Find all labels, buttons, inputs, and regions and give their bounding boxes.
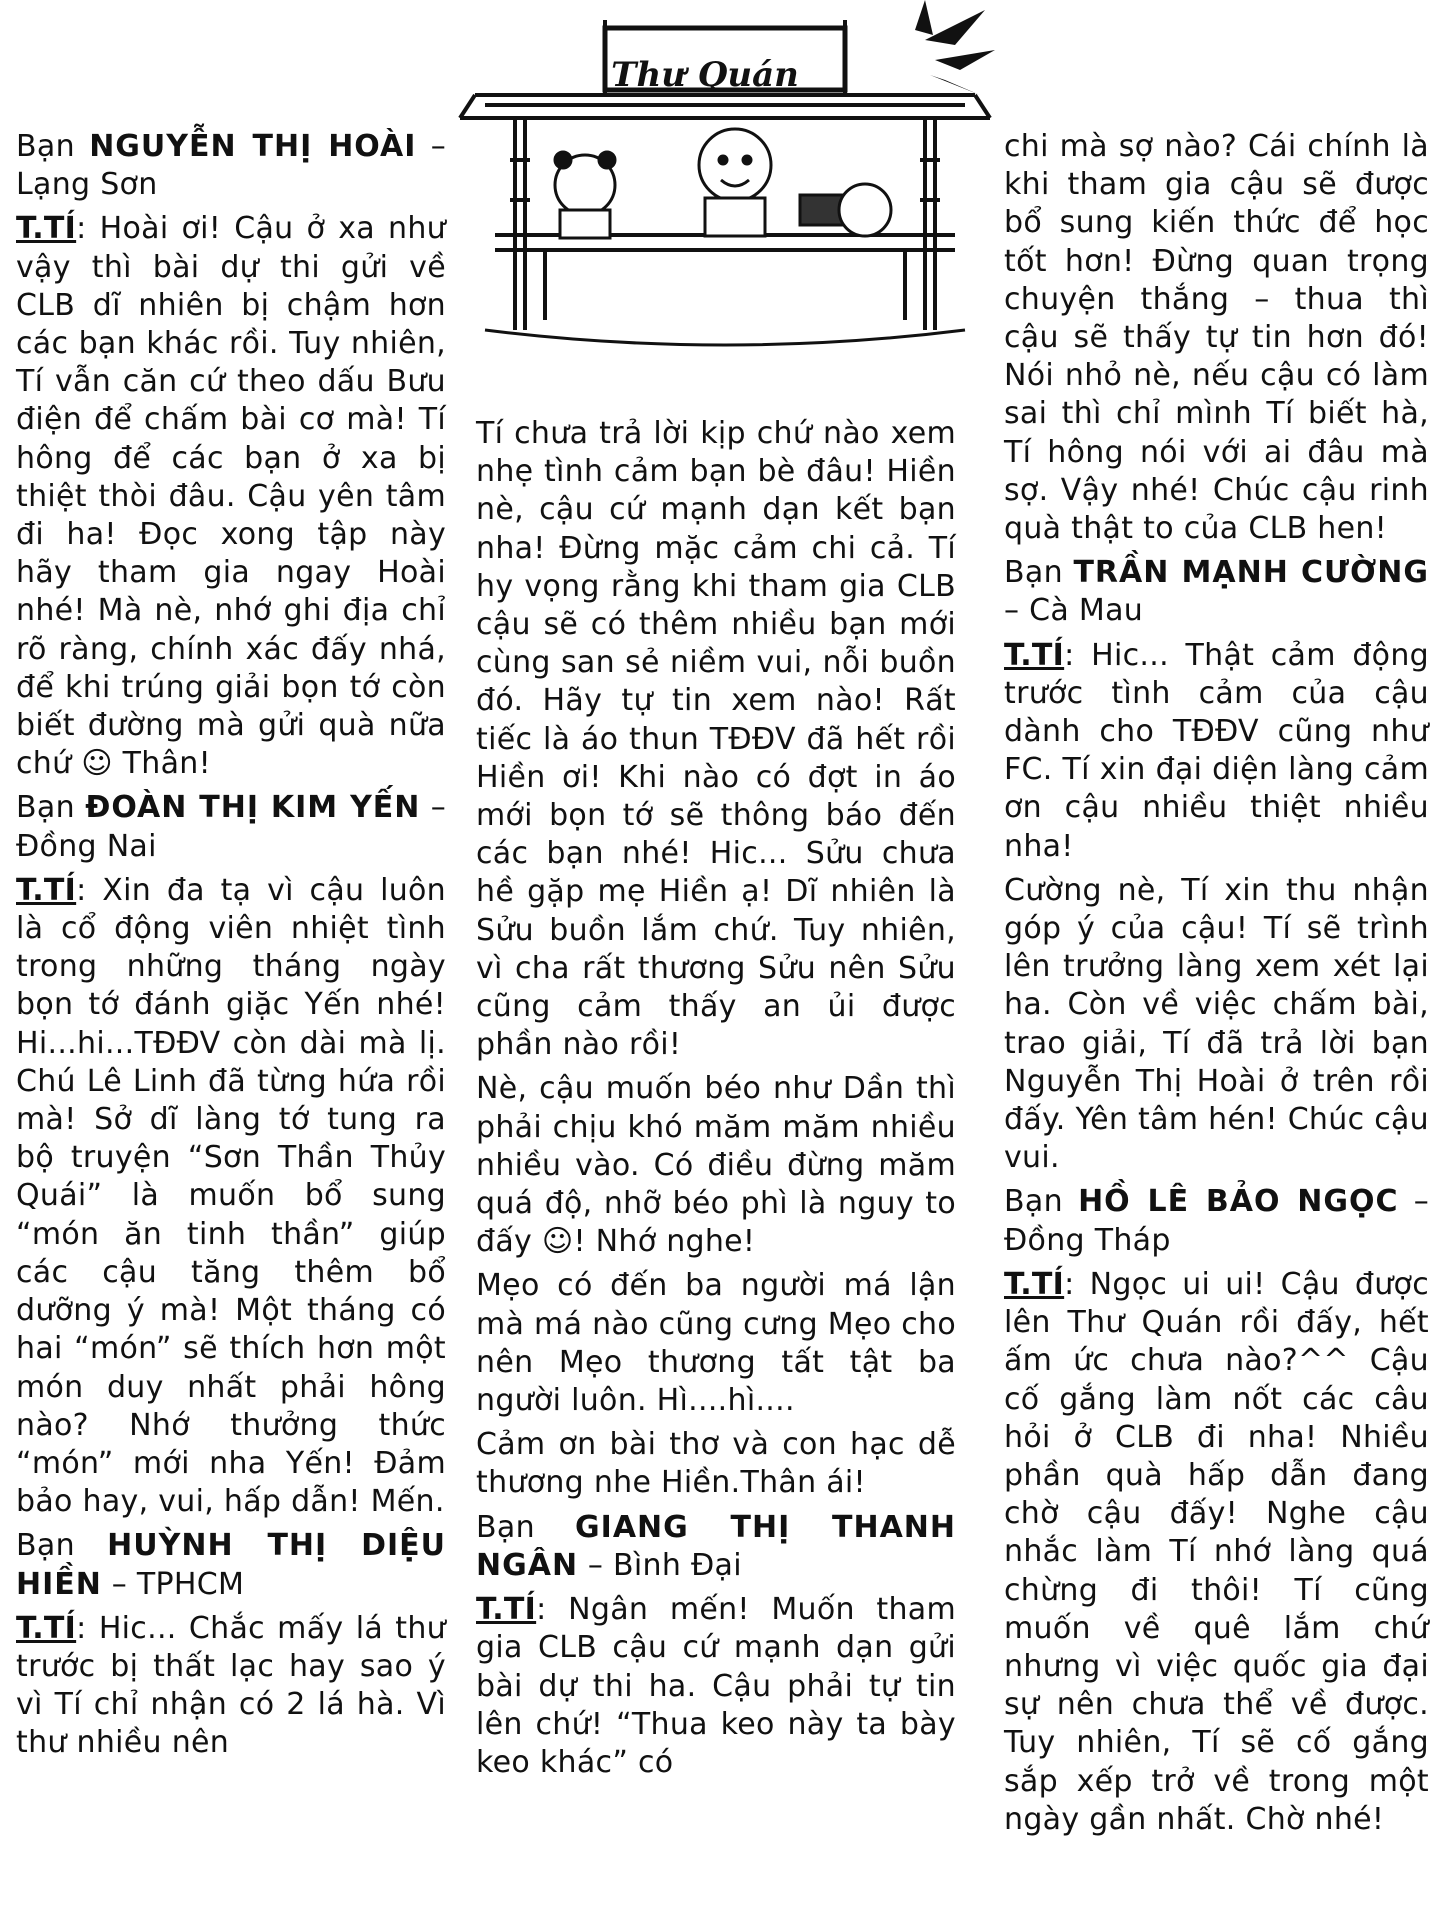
reader-name: ĐOÀN THỊ KIM YẾN <box>85 790 421 826</box>
reader-prefix: Bạn <box>1004 555 1074 591</box>
reply-paragraph <box>1004 1266 1429 1839</box>
reply-tag: T.TÍ <box>16 211 77 247</box>
reader-prefix: Bạn <box>16 790 86 826</box>
reply-text: : Xin đa tạ vì cậu luôn là cổ động viên nhiệt tình trong những tháng ngày bọn tớ đánh giặc Yến nhé! Hi...hi...TĐĐV còn dài mà lị. Chú Lê Linh đã từng hứa rồi mà! Sở dĩ làng tớ tung ra bộ truyện “Sơn Thần Thủy Quái” là muốn bổ sung “món ăn tinh thần” giúp các cậu tăng thêm bổ dưỡng ý mà! Một tháng có hai “món” sẽ thích hơn một món duy nhất phải hông nào? Nhớ thưởng thức “món” mới nha Yến! Đảm bảo hay, vui, hấp dẫn! Mến. <box>16 872 446 1520</box>
reader-name: NGUYỄN THỊ HOÀI <box>89 129 417 164</box>
reply-tag: T.TÍ <box>16 872 77 908</box>
reply-text: : Ngân mến! Muốn tham gia CLB cậu cứ mạnh dạn gửi bài dự thi ha. Cậu phải tự tin lên chứ! “Thua keo này ta bày keo khác” có <box>476 1592 956 1780</box>
reply-tag: T.TÍ <box>1004 637 1065 673</box>
reader-heading <box>1004 1183 1429 1259</box>
reader-place: – Lạng Sơn <box>16 129 447 203</box>
reader-place: – Đồng Tháp <box>1004 1184 1430 1258</box>
column-1 <box>16 128 446 1769</box>
body-paragraph: Nè, cậu muốn béo như Dần thì phải chịu khó măm măm nhiều nhiều vào. Có điều đừng măm quá độ, nhỡ béo phì là nguy to đấy ☺! Nhớ nghe! <box>476 1071 956 1260</box>
reader-name: TRẦN MẠNH CƯỜNG <box>1073 555 1429 591</box>
reader-place: – TPHCM <box>101 1566 245 1602</box>
body-paragraph: chi mà sợ nào? Cái chính là khi tham gia cậu sẽ được bổ sung kiến thức để học tốt hơn! Đừng quan trọng chuyện thắng – thua thì cậu sẽ thấy tự tin hơn đó! Nói nhỏ nè, nếu cậu có làm sai thì chỉ mình Tí biết hà, Tí hông nói với ai đâu mà sợ. Vậy nhé! Chúc cậu rinh quà thật to của CLB hen! <box>1004 129 1429 547</box>
reply-text: : Ngọc ui ui! Cậu được lên Thư Quán rồi đấy, hết ấm ức chưa nào?^^ Cậu cố gắng làm nốt các câu hỏi ở CLB đi nha! Nhiều phần quà hấp dẫn đang chờ cậu đấy! Nghe cậu nhắc làm Tí nhớ làng quá chừng đi thôi! Tí cũng muốn về quê lắm chứ nhưng vì việc quốc gia đại sự nên chưa thể về được. Tuy nhiên, Tí sẽ cố gắng sắp xếp trở về trong một ngày gần nhất. Chờ nhé! <box>1004 1266 1429 1837</box>
reply-tag: T.TÍ <box>476 1592 537 1628</box>
reader-place: – Đồng Nai <box>16 790 447 864</box>
reply-text: : Hic... Chắc mấy lá thư trước bị thất lạc hay sao ý vì Tí chỉ nhận có 2 lá hà. Vì thư nhiều nên <box>16 1610 446 1761</box>
body-paragraph: Tí chưa trả lời kịp chứ nào xem nhẹ tình cảm bạn bè đâu! Hiền nè, cậu cứ mạnh dạn kết bạn nha! Đừng mặc cảm chi cả. Tí hy vọng rằng khi tham gia CLB cậu sẽ có thêm nhiều bạn mới cùng san sẻ niềm vui, nỗi buồn đó. Hãy tự tin xem nào! Rất tiếc là áo thun TĐĐV đã hết rồi Hiền ơi! Khi nào có đợt in áo mới bọn tớ sẽ thông báo đến các bạn nhé! Hic... Sửu chưa hề gặp mẹ Hiền ạ! Dĩ nhiên là Sửu buồn lắm chứ. Tuy nhiên, vì cha rất thương Sửu nên Sửu cũng cảm thấy an ủi được phần nào rồi! <box>476 416 956 1063</box>
reader-prefix: Bạn <box>16 1528 108 1564</box>
reader-prefix: Bạn <box>476 1509 576 1545</box>
reply-paragraph <box>476 1591 956 1782</box>
reader-heading <box>16 789 446 865</box>
reader-place: – Bình Đại <box>578 1547 742 1583</box>
body-paragraph: Mẹo có đến ba người má lận mà má nào cũng cưng Mẹo cho nên Mẹo thương tất tật ba người luôn. Hì....hì.... <box>476 1268 956 1419</box>
body-paragraph: Cường nè, Tí xin thu nhận góp ý của cậu! Tí sẽ trình lên trưởng làng xem xét lại ha. Còn về việc chấm bài, trao giải, Tí đã trả lời bạn Nguyễn Thị Hoài ở trên rồi đấy. Yên tâm hén! Chúc cậu vui. <box>1004 872 1429 1176</box>
reader-prefix: Bạn <box>16 129 90 164</box>
reader-name: HỒ LÊ BẢO NGỌC <box>1078 1184 1399 1220</box>
reply-text: : Hoài ơi! Cậu ở xa như vậy thì bài dự thi gửi về CLB dĩ nhiên bị chậm hơn các bạn khác rồi. Tuy nhiên, Tí vẫn căn cứ theo dấu Bưu điện để chấm bài cơ mà! Tí hông để các bạn ở xa bị thiệt thòi đâu. Cậu yên tâm đi ha! Đọc xong tập này hãy tham gia ngay Hoài nhé! Mà nè, nhớ ghi địa chỉ rõ ràng, chính xác đấy nhá, để khi trúng giải bọn tớ còn biết đường mà gửi quà nữa chứ ☺ Thân! <box>16 211 446 782</box>
reader-name: HUỲNH THỊ DIỆU HIỀN <box>16 1528 447 1602</box>
reader-prefix: Bạn <box>1004 1184 1079 1220</box>
sign-title: Thư Quán <box>611 55 799 95</box>
column-2 <box>476 415 956 1788</box>
reply-text: : Hic... Thật cảm động trước tình cảm của cậu dành cho TĐĐV cũng như FC. Tí xin đại diện làng cảm ơn cậu nhiều thiệt nhiều nha! <box>1004 637 1429 864</box>
reader-heading <box>1004 554 1429 630</box>
reader-heading <box>16 128 446 204</box>
reader-heading <box>16 1527 446 1603</box>
reply-tag: T.TÍ <box>1004 1266 1065 1302</box>
reader-name: GIANG THỊ THANH NGÂN <box>476 1509 956 1583</box>
reader-place: – Cà Mau <box>1004 593 1144 629</box>
reply-tag: T.TÍ <box>16 1610 77 1646</box>
column-3 <box>1004 128 1429 1845</box>
reply-paragraph <box>1004 637 1429 866</box>
reply-paragraph <box>16 1610 446 1763</box>
reply-paragraph <box>16 872 446 1521</box>
reply-paragraph <box>16 210 446 783</box>
reader-heading <box>476 1509 956 1585</box>
body-paragraph: Cảm ơn bài thơ và con hạc dễ thương nhe Hiền.Thân ái! <box>476 1427 956 1501</box>
